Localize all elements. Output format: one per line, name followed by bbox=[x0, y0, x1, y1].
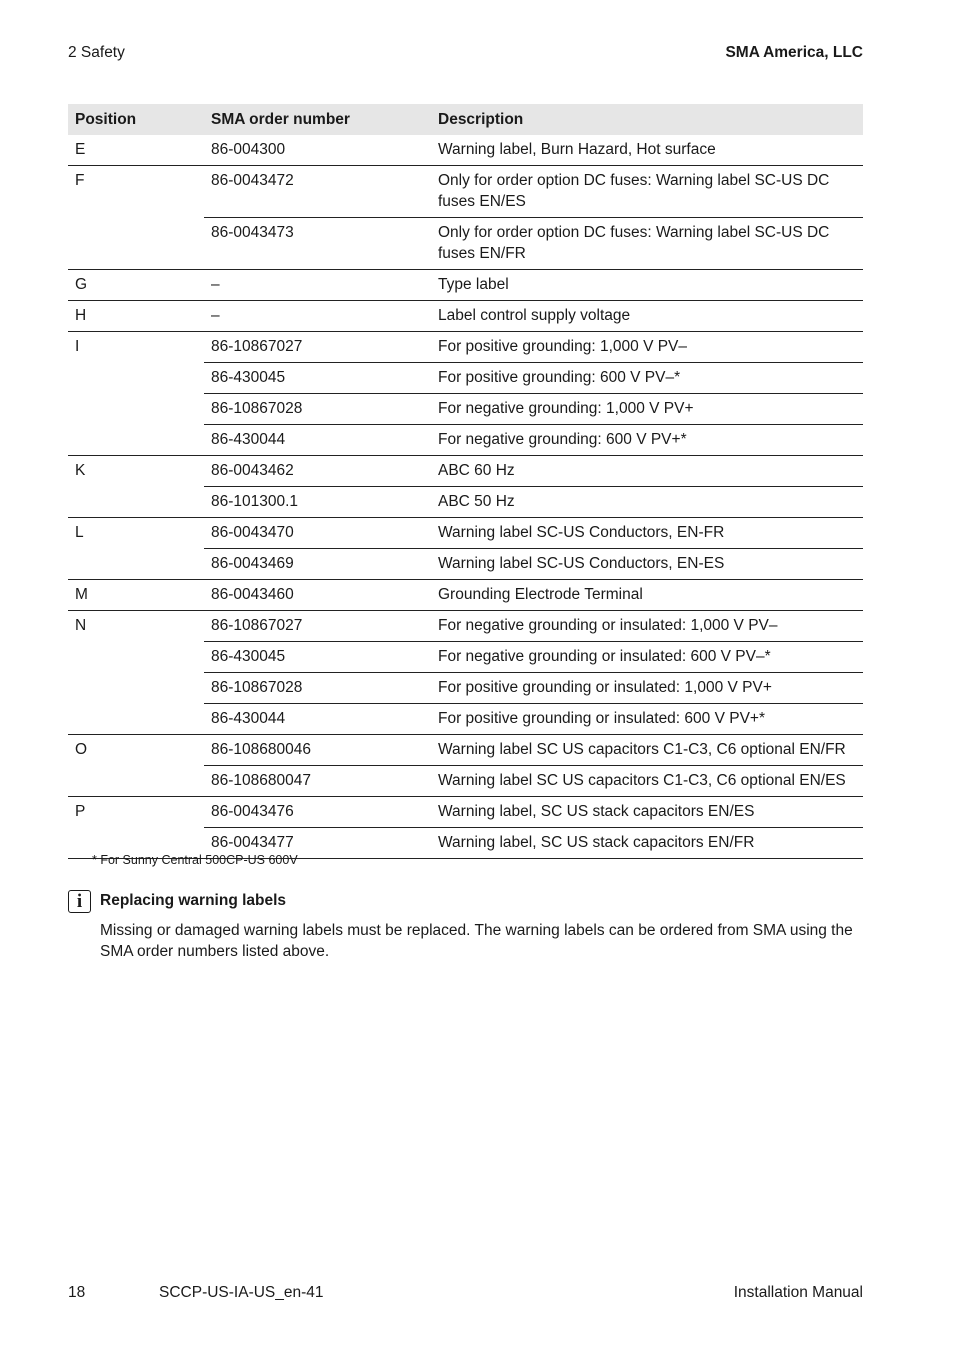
cell-order-number: 86-430044 bbox=[204, 704, 431, 735]
cell-order-number: 86-10867028 bbox=[204, 394, 431, 425]
cell-order-number: 86-0043472 bbox=[204, 166, 431, 218]
page-footer bbox=[68, 1284, 863, 1304]
cell-description: Only for order option DC fuses: Warning label SC-US DC fuses EN/FR bbox=[431, 218, 863, 270]
cell-description: For negative grounding: 600 V PV+* bbox=[431, 425, 863, 456]
warning-labels-table bbox=[68, 104, 863, 859]
cell-position: K bbox=[68, 456, 204, 518]
table-body bbox=[68, 135, 863, 859]
cell-description: For negative grounding or insulated: 600 V PV–* bbox=[431, 642, 863, 673]
cell-position: G bbox=[68, 270, 204, 301]
cell-description: Warning label SC US capacitors C1-C3, C6 optional EN/ES bbox=[431, 766, 863, 797]
cell-order-number: – bbox=[204, 270, 431, 301]
cell-description: For negative grounding or insulated: 1,000 V PV– bbox=[431, 611, 863, 642]
cell-order-number: 86-0043473 bbox=[204, 218, 431, 270]
cell-position: P bbox=[68, 797, 204, 859]
cell-description: Warning label, SC US stack capacitors EN/ES bbox=[431, 797, 863, 828]
table-row bbox=[68, 135, 863, 166]
cell-description: Label control supply voltage bbox=[431, 301, 863, 332]
table-row bbox=[68, 270, 863, 301]
cell-order-number: 86-0043469 bbox=[204, 549, 431, 580]
column-header-position: Position bbox=[68, 104, 204, 135]
cell-description: For positive grounding or insulated: 1,000 V PV+ bbox=[431, 673, 863, 704]
page-header bbox=[68, 44, 863, 64]
cell-description: Warning label SC-US Conductors, EN-FR bbox=[431, 518, 863, 549]
cell-position: M bbox=[68, 580, 204, 611]
table-row bbox=[68, 456, 863, 487]
cell-position: E bbox=[68, 135, 204, 166]
cell-description: For negative grounding: 1,000 V PV+ bbox=[431, 394, 863, 425]
table-header-row bbox=[68, 104, 863, 135]
cell-order-number: 86-0043460 bbox=[204, 580, 431, 611]
note-body: Missing or damaged warning labels must be replaced. The warning labels can be ordered from SMA using the SMA order numbers listed above. bbox=[100, 922, 853, 960]
cell-description: ABC 50 Hz bbox=[431, 487, 863, 518]
cell-position: O bbox=[68, 735, 204, 797]
column-header-order-number: SMA order number bbox=[204, 104, 431, 135]
cell-description: For positive grounding or insulated: 600 V PV+* bbox=[431, 704, 863, 735]
cell-description: Type label bbox=[431, 270, 863, 301]
cell-order-number: 86-0043476 bbox=[204, 797, 431, 828]
table-row bbox=[68, 518, 863, 549]
table-row bbox=[68, 611, 863, 642]
cell-order-number: 86-0043462 bbox=[204, 456, 431, 487]
cell-order-number: 86-0043477 bbox=[204, 828, 431, 859]
cell-order-number: 86-108680046 bbox=[204, 735, 431, 766]
cell-order-number: 86-430045 bbox=[204, 642, 431, 673]
cell-description: Warning label, SC US stack capacitors EN/FR bbox=[431, 828, 863, 859]
table-row bbox=[68, 580, 863, 611]
document-type: Installation Manual bbox=[733, 1284, 863, 1301]
cell-description: Warning label, Burn Hazard, Hot surface bbox=[431, 135, 863, 166]
note-title: Replacing warning labels bbox=[100, 892, 287, 909]
cell-position: N bbox=[68, 611, 204, 735]
table-row bbox=[68, 735, 863, 766]
cell-order-number: 86-10867028 bbox=[204, 673, 431, 704]
section-title: 2 Safety bbox=[68, 44, 125, 61]
cell-description: ABC 60 Hz bbox=[431, 456, 863, 487]
footnote: * For Sunny Central 500CP-US 600V bbox=[92, 853, 298, 867]
table-row bbox=[68, 332, 863, 363]
cell-order-number: 86-004300 bbox=[204, 135, 431, 166]
document-id: SCCP-US-IA-US_en-41 bbox=[159, 1284, 324, 1301]
cell-position: L bbox=[68, 518, 204, 580]
cell-order-number: 86-101300.1 bbox=[204, 487, 431, 518]
cell-description: For positive grounding: 600 V PV–* bbox=[431, 363, 863, 394]
cell-description: Only for order option DC fuses: Warning label SC-US DC fuses EN/ES bbox=[431, 166, 863, 218]
cell-description: Warning label SC US capacitors C1-C3, C6 optional EN/FR bbox=[431, 735, 863, 766]
info-icon: i bbox=[68, 890, 91, 913]
table-row bbox=[68, 301, 863, 332]
cell-description: Grounding Electrode Terminal bbox=[431, 580, 863, 611]
table-row bbox=[68, 166, 863, 218]
cell-order-number: 86-430044 bbox=[204, 425, 431, 456]
company-name: SMA America, LLC bbox=[725, 44, 863, 61]
cell-position: F bbox=[68, 166, 204, 270]
page-number: 18 bbox=[68, 1284, 86, 1301]
cell-position: H bbox=[68, 301, 204, 332]
cell-description: Warning label SC-US Conductors, EN-ES bbox=[431, 549, 863, 580]
cell-order-number: 86-430045 bbox=[204, 363, 431, 394]
cell-order-number: 86-10867027 bbox=[204, 332, 431, 363]
cell-order-number: 86-0043470 bbox=[204, 518, 431, 549]
cell-position: I bbox=[68, 332, 204, 456]
column-header-description: Description bbox=[431, 104, 863, 135]
cell-order-number: 86-108680047 bbox=[204, 766, 431, 797]
cell-order-number: – bbox=[204, 301, 431, 332]
cell-order-number: 86-10867027 bbox=[204, 611, 431, 642]
table-row bbox=[68, 797, 863, 828]
cell-description: For positive grounding: 1,000 V PV– bbox=[431, 332, 863, 363]
